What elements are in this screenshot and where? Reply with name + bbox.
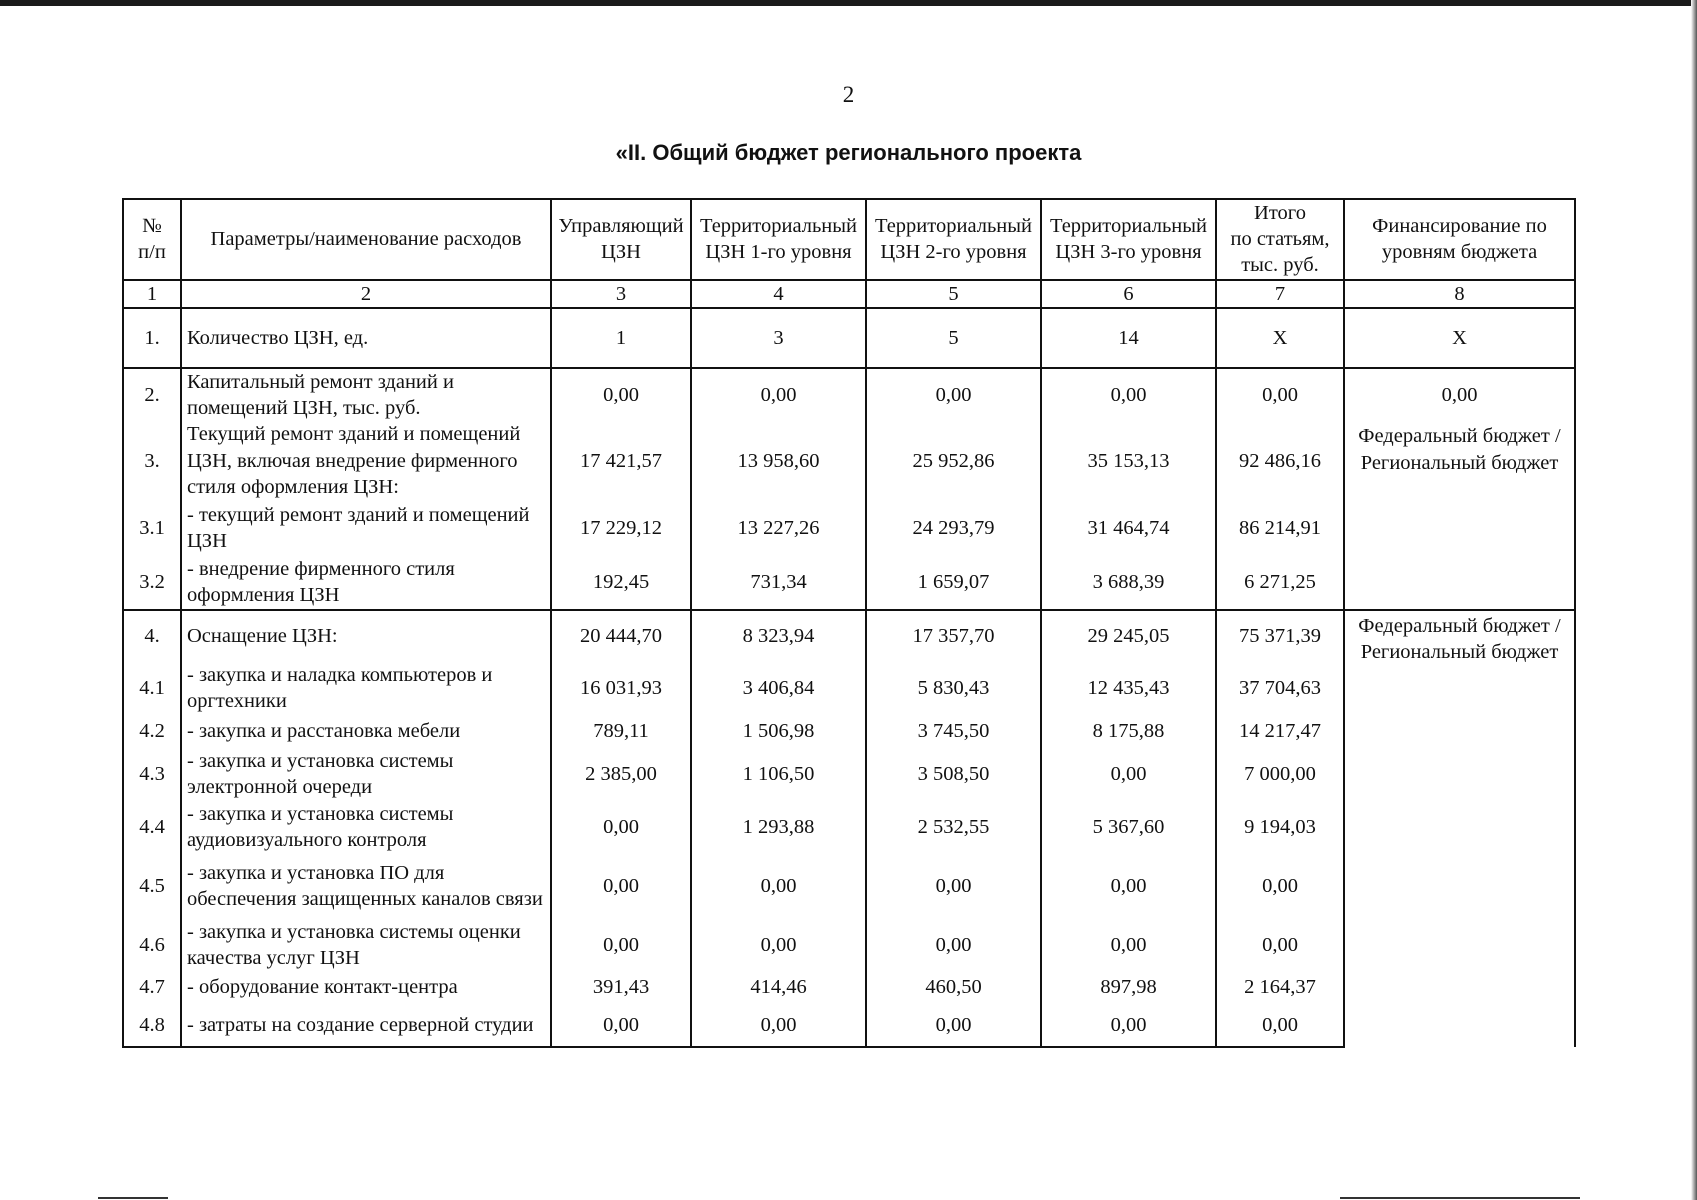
expense-name-cell: - закупка и установка ПО для обеспечения защищенных каналов связи [181, 853, 551, 919]
budget-table [122, 198, 1576, 1048]
territorial-czn-1-cell: 414,46 [691, 971, 866, 1003]
expense-name-cell: - текущий ремонт зданий и помещений ЦЗН [181, 500, 551, 556]
expense-name-cell: Количество ЦЗН, ед. [181, 308, 551, 368]
expense-name-cell: - закупка и расстановка мебели [181, 714, 551, 748]
row-number-cell: 4. [123, 610, 181, 662]
page-number: 2 [842, 82, 855, 107]
territorial-czn-2-cell: 0,00 [866, 368, 1041, 421]
territorial-czn-2-cell: 0,00 [866, 1003, 1041, 1047]
territorial-czn-2-cell: 5 830,43 [866, 662, 1041, 714]
header-cell: Итого по статьям, тыс. руб. [1216, 199, 1344, 280]
territorial-czn-2-cell: 25 952,86 [866, 421, 1041, 500]
scan-edge-top [0, 0, 1697, 6]
territorial-czn-2-cell: 24 293,79 [866, 500, 1041, 556]
total-cell: 6 271,25 [1216, 556, 1344, 609]
total-cell: 0,00 [1216, 853, 1344, 919]
territorial-czn-1-cell: 0,00 [691, 919, 866, 971]
expense-name-cell: - оборудование контакт-центра [181, 971, 551, 1003]
expense-name-cell: - внедрение фирменного стиля оформления ЦЗН [181, 556, 551, 609]
territorial-czn-3-cell: 897,98 [1041, 971, 1216, 1003]
column-number: 6 [1041, 280, 1216, 308]
total-cell: 2 164,37 [1216, 971, 1344, 1003]
managing-czn-cell: 20 444,70 [551, 610, 691, 662]
territorial-czn-3-cell: 0,00 [1041, 748, 1216, 800]
territorial-czn-3-cell: 5 367,60 [1041, 801, 1216, 853]
territorial-czn-1-cell: 731,34 [691, 556, 866, 609]
managing-czn-cell: 0,00 [551, 1003, 691, 1047]
expense-name-cell: - закупка и установка системы электронной очереди [181, 748, 551, 800]
territorial-czn-3-cell: 35 153,13 [1041, 421, 1216, 500]
row-number-cell: 4.6 [123, 919, 181, 971]
territorial-czn-1-cell: 13 227,26 [691, 500, 866, 556]
territorial-czn-2-cell: 460,50 [866, 971, 1041, 1003]
territorial-czn-3-cell: 12 435,43 [1041, 662, 1216, 714]
total-cell: 75 371,39 [1216, 610, 1344, 662]
row-number-cell: 3.2 [123, 556, 181, 609]
expense-name-cell: - закупка и установка системы оценки качества услуг ЦЗН [181, 919, 551, 971]
territorial-czn-2-cell: 2 532,55 [866, 801, 1041, 853]
header-cell: Территориальный ЦЗН 1-го уровня [691, 199, 866, 280]
territorial-czn-3-cell: 0,00 [1041, 919, 1216, 971]
table-row [123, 610, 1575, 662]
row-number-cell: 1. [123, 308, 181, 368]
managing-czn-cell: 0,00 [551, 853, 691, 919]
territorial-czn-2-cell: 3 508,50 [866, 748, 1041, 800]
territorial-czn-3-cell: 8 175,88 [1041, 714, 1216, 748]
territorial-czn-3-cell: 3 688,39 [1041, 556, 1216, 609]
territorial-czn-1-cell: 3 406,84 [691, 662, 866, 714]
managing-czn-cell: 789,11 [551, 714, 691, 748]
managing-czn-cell: 17 421,57 [551, 421, 691, 500]
column-number: 5 [866, 280, 1041, 308]
row-number-cell: 4.2 [123, 714, 181, 748]
territorial-czn-3-cell: 31 464,74 [1041, 500, 1216, 556]
total-cell: 86 214,91 [1216, 500, 1344, 556]
header-cell: № п/п [123, 199, 181, 280]
scan-mark-left [98, 1197, 168, 1199]
territorial-czn-1-cell: 1 506,98 [691, 714, 866, 748]
header-cell: Параметры/наименование расходов [181, 199, 551, 280]
budget-funding-cell: Х [1344, 308, 1575, 368]
managing-czn-cell: 1 [551, 308, 691, 368]
managing-czn-cell: 2 385,00 [551, 748, 691, 800]
header-cell: Территориальный ЦЗН 3-го уровня [1041, 199, 1216, 280]
table-row [123, 368, 1575, 421]
territorial-czn-1-cell: 1 106,50 [691, 748, 866, 800]
managing-czn-cell: 17 229,12 [551, 500, 691, 556]
row-number-cell: 4.3 [123, 748, 181, 800]
total-cell: 0,00 [1216, 1003, 1344, 1047]
column-number: 3 [551, 280, 691, 308]
total-cell: Х [1216, 308, 1344, 368]
row-number-cell: 4.4 [123, 801, 181, 853]
row-number-cell: 4.8 [123, 1003, 181, 1047]
row-number-cell: 3. [123, 421, 181, 500]
row-number-cell: 4.7 [123, 971, 181, 1003]
managing-czn-cell: 0,00 [551, 801, 691, 853]
territorial-czn-2-cell: 17 357,70 [866, 610, 1041, 662]
territorial-czn-3-cell: 0,00 [1041, 368, 1216, 421]
total-cell: 0,00 [1216, 919, 1344, 971]
header-cell: Управляющий ЦЗН [551, 199, 691, 280]
territorial-czn-2-cell: 5 [866, 308, 1041, 368]
row-number-cell: 2. [123, 368, 181, 421]
territorial-czn-2-cell: 3 745,50 [866, 714, 1041, 748]
header-cell: Территориальный ЦЗН 2-го уровня [866, 199, 1041, 280]
section-title: «II. Общий бюджет регионального проекта [615, 140, 1082, 165]
column-number: 1 [123, 280, 181, 308]
expense-name-cell: - закупка и наладка компьютеров и оргтехники [181, 662, 551, 714]
expense-name-cell: - затраты на создание серверной студии [181, 1003, 551, 1047]
territorial-czn-1-cell: 0,00 [691, 1003, 866, 1047]
budget-funding-cell: Федеральный бюджет / Региональный бюджет [1344, 610, 1575, 1048]
managing-czn-cell: 192,45 [551, 556, 691, 609]
budget-funding-cell: Федеральный бюджет / Региональный бюджет [1344, 421, 1575, 609]
column-number: 8 [1344, 280, 1575, 308]
row-number-cell: 4.5 [123, 853, 181, 919]
expense-name-cell: Оснащение ЦЗН: [181, 610, 551, 662]
expense-name-cell: Капитальный ремонт зданий и помещений ЦЗН, тыс. руб. [181, 368, 551, 421]
table-row [123, 421, 1575, 500]
territorial-czn-3-cell: 29 245,05 [1041, 610, 1216, 662]
budget-funding-cell: 0,00 [1344, 368, 1575, 421]
territorial-czn-2-cell: 0,00 [866, 919, 1041, 971]
total-cell: 37 704,63 [1216, 662, 1344, 714]
territorial-czn-1-cell: 8 323,94 [691, 610, 866, 662]
territorial-czn-2-cell: 1 659,07 [866, 556, 1041, 609]
managing-czn-cell: 16 031,93 [551, 662, 691, 714]
territorial-czn-3-cell: 0,00 [1041, 1003, 1216, 1047]
header-cell: Финансирование по уровням бюджета [1344, 199, 1575, 280]
territorial-czn-1-cell: 0,00 [691, 853, 866, 919]
column-number-row [123, 280, 1575, 308]
column-number: 2 [181, 280, 551, 308]
territorial-czn-1-cell: 13 958,60 [691, 421, 866, 500]
total-cell: 7 000,00 [1216, 748, 1344, 800]
expense-name-cell: Текущий ремонт зданий и помещений ЦЗН, включая внедрение фирменного стиля оформления ЦЗН: [181, 421, 551, 500]
table-row [123, 308, 1575, 368]
territorial-czn-2-cell: 0,00 [866, 853, 1041, 919]
header-row [123, 199, 1575, 280]
managing-czn-cell: 0,00 [551, 919, 691, 971]
territorial-czn-1-cell: 3 [691, 308, 866, 368]
territorial-czn-1-cell: 1 293,88 [691, 801, 866, 853]
managing-czn-cell: 391,43 [551, 971, 691, 1003]
total-cell: 92 486,16 [1216, 421, 1344, 500]
scan-mark-right [1340, 1197, 1580, 1199]
total-cell: 14 217,47 [1216, 714, 1344, 748]
total-cell: 9 194,03 [1216, 801, 1344, 853]
column-number: 4 [691, 280, 866, 308]
territorial-czn-1-cell: 0,00 [691, 368, 866, 421]
row-number-cell: 3.1 [123, 500, 181, 556]
total-cell: 0,00 [1216, 368, 1344, 421]
row-number-cell: 4.1 [123, 662, 181, 714]
scan-edge-right [1691, 0, 1697, 1200]
territorial-czn-3-cell: 14 [1041, 308, 1216, 368]
column-number: 7 [1216, 280, 1344, 308]
territorial-czn-3-cell: 0,00 [1041, 853, 1216, 919]
managing-czn-cell: 0,00 [551, 368, 691, 421]
expense-name-cell: - закупка и установка системы аудиовизуального контроля [181, 801, 551, 853]
